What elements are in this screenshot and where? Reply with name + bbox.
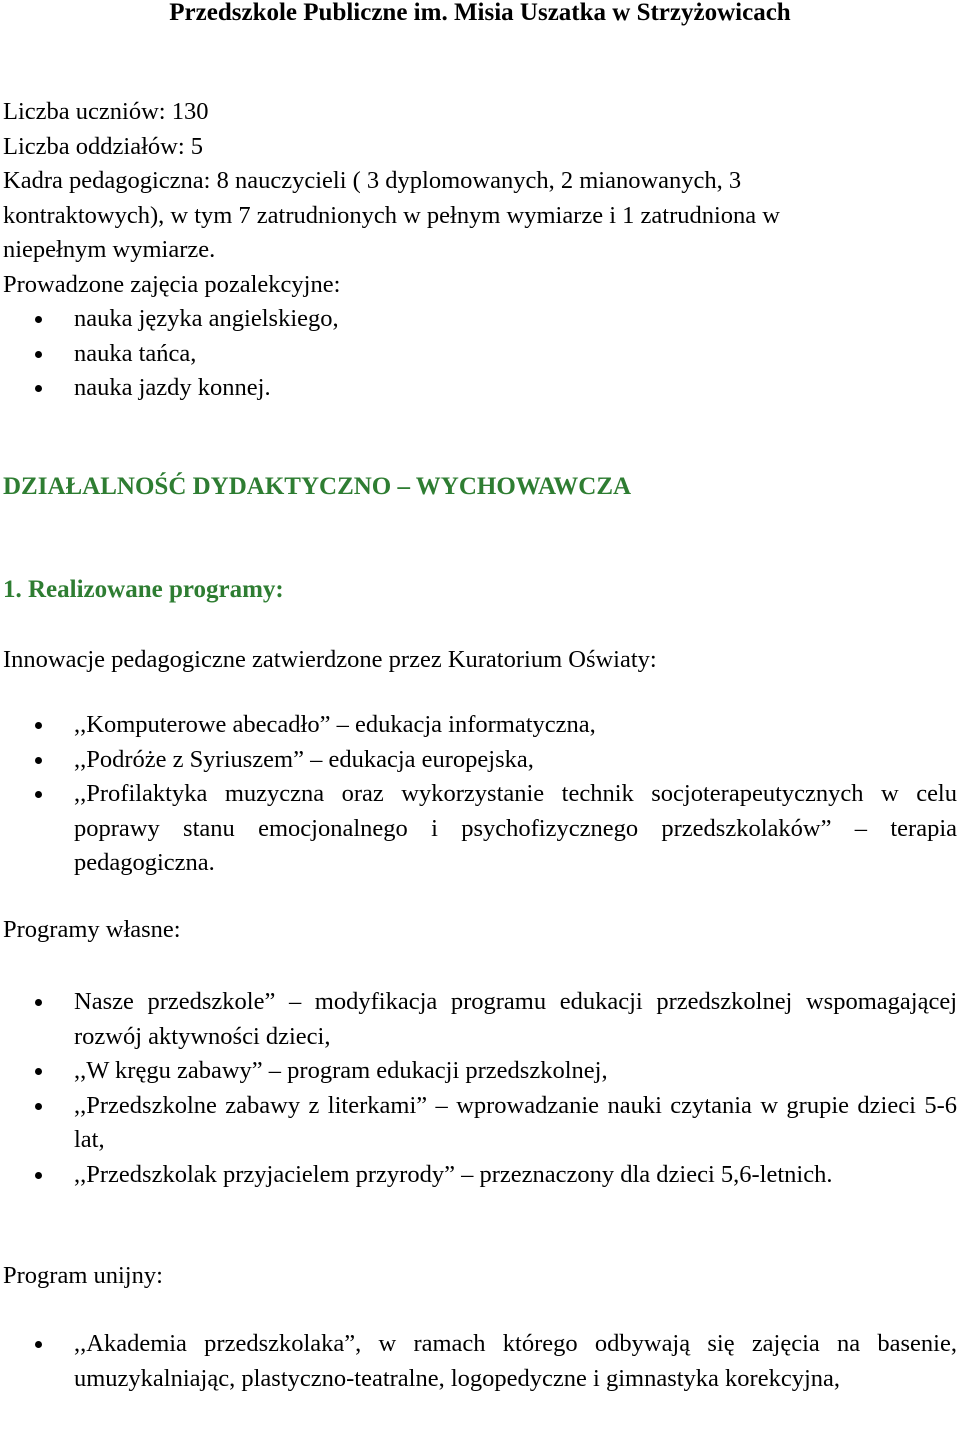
union-program-list	[0, 1327, 957, 1396]
staff-line-1: Kadra pedagogiczna: 8 nauczycieli ( 3 dyplomowanych, 2 mianowanych, 3	[3, 167, 742, 194]
bullet-icon	[35, 757, 42, 764]
bullet-icon	[35, 722, 42, 729]
list-item: ,,Profilaktyka muzyczna oraz wykorzystanie technik socjoterapeutycznych w celu poprawy stanu emocjonalnego i psychofizycznego przedszkolaków” – terapia pedagogiczna.	[0, 777, 957, 881]
extracurricular-label: Prowadzone zajęcia pozalekcyjne:	[3, 270, 341, 298]
list-item: ,,Przedszkolak przyjacielem przyrody” – przeznaczony dla dzieci 5,6-letnich.	[0, 1158, 957, 1193]
list-item: ,,Przedszkolne zabawy z literkami” – wprowadzanie nauki czytania w grupie dzieci 5-6 lat,	[0, 1089, 957, 1158]
union-program-section	[3, 1327, 957, 1396]
innovations-label: Innowacje pedagogiczne zatwierdzone przez Kuratorium Oświaty:	[3, 646, 657, 673]
group-count: Liczba oddziałów: 5	[3, 132, 204, 160]
extracurricular-list	[0, 302, 957, 406]
bullet-icon	[35, 1341, 42, 1348]
list-item: Nasze przedszkole” – modyfikacja programu edukacji przedszkolnej wspomagającej rozwój aktywności dzieci,	[0, 985, 957, 1054]
list-item: nauka jazdy konnej.	[0, 371, 957, 406]
innovations-list	[0, 708, 957, 881]
section-title: DZIAŁALNOŚĆ DYDAKTYCZNO – WYCHOWAWCZA	[3, 473, 632, 500]
bullet-icon	[35, 351, 42, 358]
list-item: ,,Podróże z Syriuszem” – edukacja europejska,	[0, 743, 957, 778]
student-count: Liczba uczniów: 130	[3, 98, 209, 125]
school-info	[3, 95, 957, 406]
own-programs-label: Programy własne:	[3, 916, 181, 943]
section-subtitle: 1. Realizowane programy:	[3, 576, 284, 603]
union-program-label: Program unijny:	[3, 1262, 163, 1289]
innovations-section	[3, 708, 957, 881]
list-item: ,,Akademia przedszkolaka”, w ramach którego odbywają się zajęcia na basenie, umuzykalniając, plastyczno-teatralne, logopedyczne i gimnastyka korekcyjna,	[0, 1327, 957, 1396]
bullet-icon	[35, 1172, 42, 1179]
bullet-icon	[35, 999, 42, 1006]
page-title: Przedszkole Publiczne im. Misia Uszatka w Strzyżowicach	[169, 0, 791, 26]
bullet-icon	[35, 791, 42, 798]
bullet-icon	[35, 385, 42, 392]
own-programs-list	[0, 985, 957, 1192]
bullet-icon	[35, 316, 42, 323]
list-item: nauka tańca,	[0, 337, 957, 372]
own-programs-section	[3, 985, 957, 1192]
bullet-icon	[35, 1068, 42, 1075]
staff-line-2: kontraktowych), w tym 7 zatrudnionych w pełnym wymiarze i 1 zatrudniona w	[3, 201, 780, 229]
staff-line-3: niepełnym wymiarze.	[3, 236, 216, 263]
list-item: ,,W kręgu zabawy” – program edukacji przedszkolnej,	[0, 1054, 957, 1089]
bullet-icon	[35, 1103, 42, 1110]
list-item: nauka języka angielskiego,	[0, 302, 957, 337]
list-item: ,,Komputerowe abecadło” – edukacja informatyczna,	[0, 708, 957, 743]
